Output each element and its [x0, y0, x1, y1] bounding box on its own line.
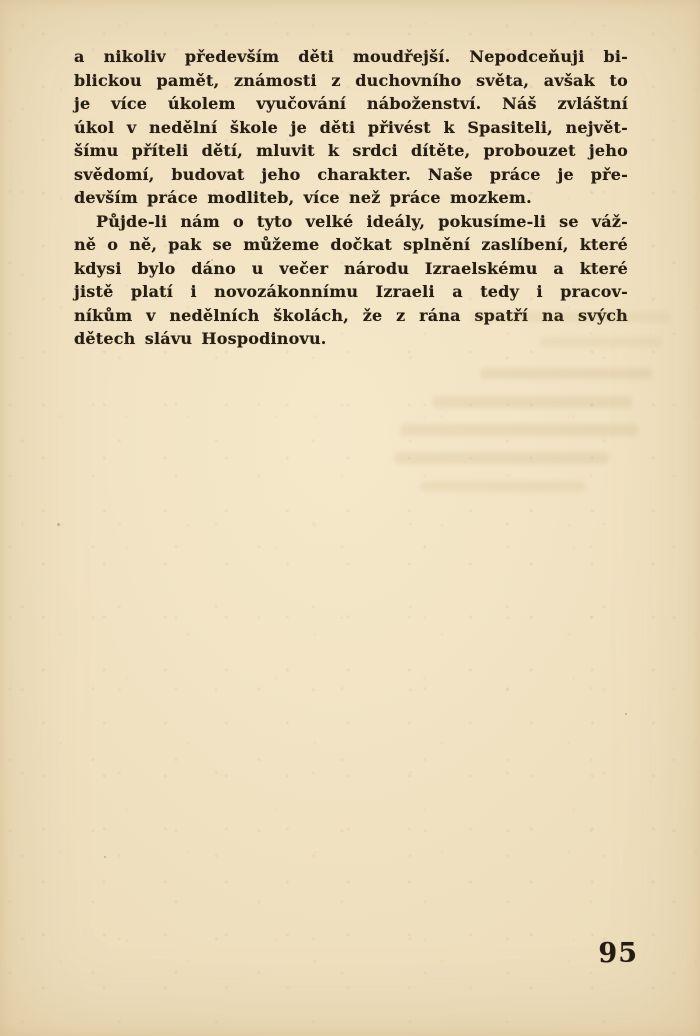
- paper-speck: [211, 259, 213, 261]
- bleed-through-mark: [420, 481, 586, 492]
- text-line: je více úkolem vyučování náboženství. Náš zvláštní: [74, 94, 628, 113]
- text-line: kdysi bylo dáno u večer národu Izraelskému a které: [74, 258, 628, 278]
- text-line: Půjde-li nám o tyto velké ideály, pokusíme-li se váž-: [96, 211, 628, 231]
- bleed-through-mark: [400, 424, 638, 436]
- bleed-through-mark: [540, 337, 662, 347]
- text-line: ně o ně, pak se můžeme dočkat splnění zaslíbení, které: [74, 235, 628, 254]
- paragraph-2: [74, 210, 628, 351]
- page-number: 95: [598, 938, 638, 969]
- text-line: devším práce modliteb, více než práce mozkem.: [74, 188, 532, 207]
- bleed-through-mark: [470, 312, 670, 322]
- paper-speck: [625, 713, 627, 715]
- text-line: blickou pamět, známosti z duchovního světa, avšak to: [74, 70, 628, 90]
- text-line: jistě platí i novozákonnímu Izraeli a tedy i pracov-: [74, 282, 628, 301]
- paper-speck: [57, 523, 60, 526]
- bleed-through-mark: [432, 396, 632, 408]
- text-line: a nikoliv především děti moudřejší. Nepodceňuji bi-: [74, 47, 628, 66]
- text-line: dětech slávu Hospodinovu.: [74, 329, 327, 348]
- paper-speck: [104, 856, 106, 858]
- text-line: úkol v nedělní škole je děti přivést k Spasiteli, největ-: [74, 117, 628, 137]
- paragraph-1: [74, 45, 628, 210]
- text-line: níkům v nedělních školách, že z rána spatří na svých: [74, 305, 628, 325]
- text-line: svědomí, budovat jeho charakter. Naše práce je pře-: [74, 164, 628, 184]
- bleed-through-mark: [394, 452, 609, 464]
- text-line: šímu příteli dětí, mluvit k srdci dítěte, probouzet jeho: [74, 141, 628, 160]
- body-text: [74, 45, 628, 351]
- bleed-through-mark: [480, 368, 652, 379]
